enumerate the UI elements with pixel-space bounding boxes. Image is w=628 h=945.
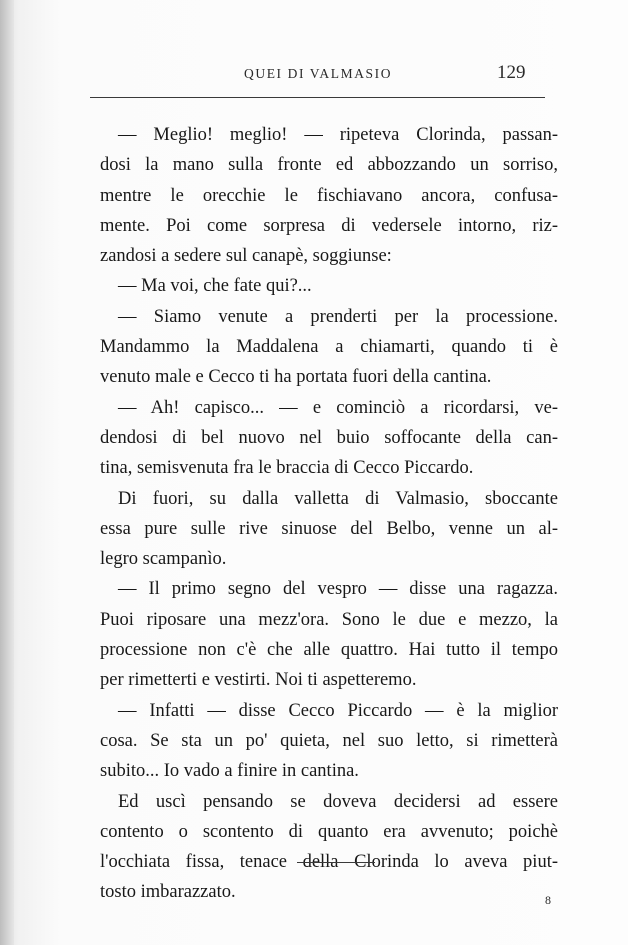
text-line: — Ma voi, che fate qui?... [118, 276, 312, 297]
text-line: mentre le orecchie le fischiavano ancora, confusa- [100, 185, 558, 206]
text-line: — Siamo venute a prenderti per la processione. [118, 306, 558, 327]
page-number: 129 [497, 62, 526, 83]
text-line: Di fuori, su dalla valletta di Valmasio, sboccante [118, 488, 558, 509]
text-line: cosa. Se sta un po' quieta, nel suo letto, si rimetterà [100, 730, 558, 751]
text-line: — Ah! capisco... — e cominciò a ricordarsi, ve- [118, 397, 558, 418]
text-line: tina, semisvenuta fra le braccia di Cecco Piccardo. [100, 458, 474, 479]
body-text [100, 120, 558, 908]
page-binding-shadow [0, 0, 14, 945]
section-end-rule [297, 862, 375, 863]
text-line: — Infatti — disse Cecco Piccardo — è la miglior [118, 700, 558, 721]
text-line: Mandammo la Maddalena a chiamarti, quando ti è [100, 337, 558, 358]
text-line: essa pure sulle rive sinuose del Belbo, venne un al- [100, 518, 558, 539]
text-line: zandosi a sedere sul canapè, soggiunse: [100, 246, 392, 267]
text-line: mente. Poi come sorpresa di vedersele intorno, riz- [100, 215, 558, 236]
text-line: venuto male e Cecco ti ha portata fuori della cantina. [100, 367, 492, 388]
text-line: subito... Io vado a finire in cantina. [100, 761, 359, 782]
text-line: tosto imbarazzato. [100, 882, 236, 903]
text-line: dendosi di bel nuovo nel buio soffocante della can- [100, 427, 558, 448]
text-line: per rimetterti e vestirti. Noi ti aspetteremo. [100, 670, 417, 691]
text-line: dosi la mano sulla fronte ed abbozzando un sorriso, [100, 155, 558, 176]
text-line: legro scampanìo. [100, 549, 227, 570]
text-line: Ed uscì pensando se doveva decidersi ad essere [118, 791, 558, 812]
signature-mark: 8 [545, 893, 551, 907]
text-line: l'occhiata fissa, tenace della Clorinda lo aveva piut- [100, 852, 558, 873]
text-line: — Meglio! meglio! — ripeteva Clorinda, passan- [118, 125, 558, 145]
text-line: contento o scontento di quanto era avvenuto; poichè [100, 821, 558, 842]
header-rule [90, 97, 545, 98]
text-line: — Il primo segno del vespro — disse una ragazza. [118, 579, 558, 600]
text-line: processione non c'è che alle quattro. Hai tutto il tempo [100, 640, 558, 661]
running-title: QUEI DI VALMASIO [244, 66, 393, 81]
running-head [0, 64, 628, 86]
text-line: Puoi riposare una mezz'ora. Sono le due e mezzo, la [100, 609, 558, 630]
